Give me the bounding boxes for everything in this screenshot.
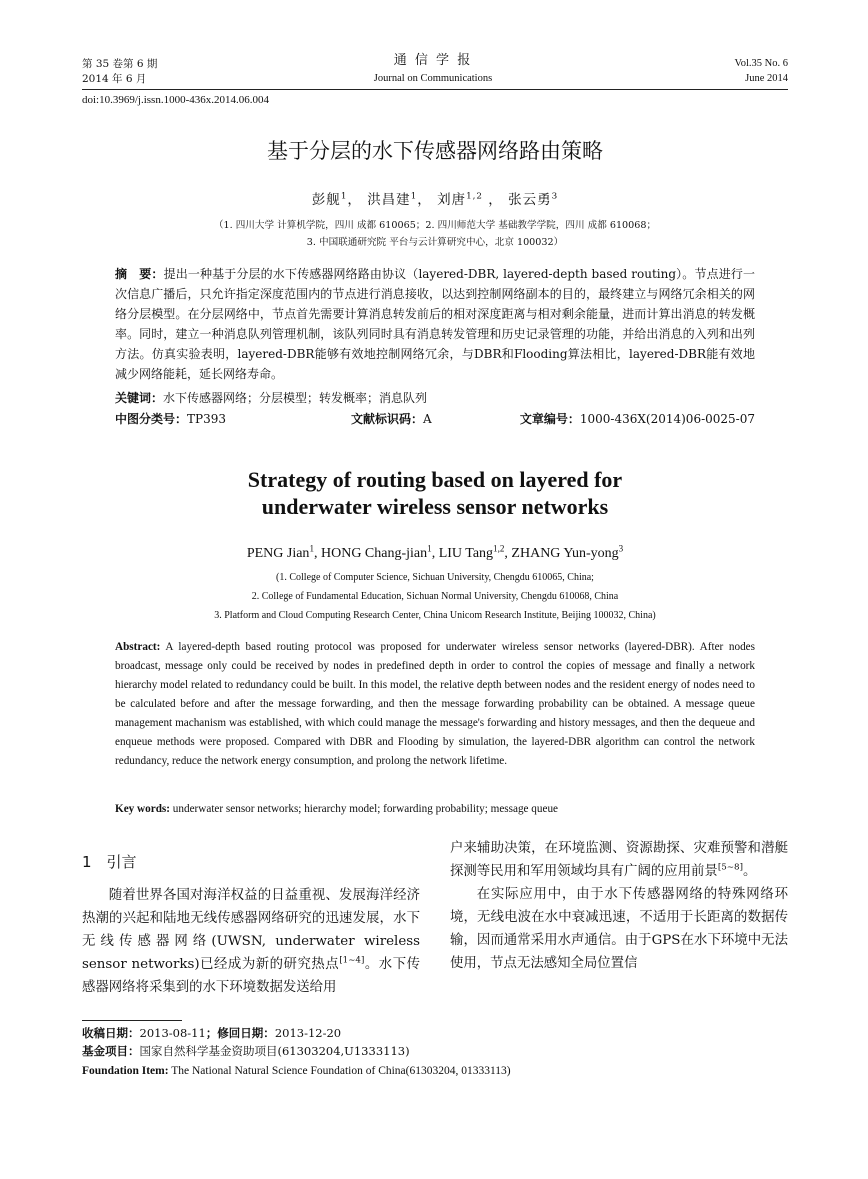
- authors-cn: 彭舰$^1$， 洪昌建$^1$， 刘唐$^{1,2}$ ， 张云勇$^3$: [311, 191, 559, 208]
- abstract-en: [115, 638, 755, 771]
- header-journal-cn: 通 信 学 报: [393, 53, 473, 68]
- affiliation-en: [82, 568, 788, 625]
- abstract-cn: [115, 264, 755, 384]
- affiliation-en-line3: 3. Platform and Cloud Computing Research Center, China Unicom Research Institute, Beijing 100032, China): [214, 610, 656, 621]
- document-code: 文献标识码：A: [351, 412, 432, 426]
- author-en-1-affil: 1: [309, 543, 314, 554]
- abstract-cn-text: 提出一种基于分层的水下传感器网络路由协议（layered-DBR, layered-depth based routing）。节点进行一次信息广播后，只允许指定深度范围内的节点进行消息接收，以达到控制网络副本的目的，最终建立与网络冗余相关的网络分层模型。在分层网络中，节点首先需要计算消息转发前后的相对深度距离与相对剩余能量，进而计算出消息的转发概率。同时，建立一种消息队列管理机制，该队列同时具有消息转发管理和历史记录管理的功能，并给出消息的入列和出列方法。仿真实验表明，layered-DBR能够有效地控制网络冗余，与DBR和Flooding算法相比，layered-DBR能有效地减少网络能耗，延长网络寿命。: [115, 267, 755, 381]
- section-heading-intro: 1 引言: [82, 853, 137, 871]
- page-title-en: [82, 466, 788, 520]
- author-cn-1-affil: 1: [340, 191, 348, 202]
- authors-en: PENG Jian$^1$, HONG Chang-jian$^1$, LIU Tang$^{1,2}$, ZHANG Yun-yong$^3$: [246, 543, 624, 561]
- abstract-en-text: A layered-depth based routing protocol was proposed for underwater wireless sensor networks (layered-DBR). After nodes broadcast, message only could be received by nodes in predefined depth in order to control the copies of message and finally a network hierarchy model related to redundancy could be built. In this model, the relative depth between nodes and the resident energy of nodes need to be calculated before and after the message forwarding, and then the message forwarding probability can be obtained. A message queue management machanism was established, with which could manage the message's forwarding and history messages, and then the dequeue and enqueue methods were proposed. Compared with DBR and Flooding by simulation, the layered-DBR algorithm can control the network redundancy, reduce the network energy consumption, and prolong the network lifetime.: [115, 641, 755, 767]
- author-cn-2-affil: 1: [410, 191, 418, 202]
- author-cn-3: 刘唐: [437, 192, 467, 208]
- author-en-3-affil: 1,2: [493, 543, 505, 554]
- keywords-en: [115, 800, 755, 819]
- affiliation-cn-line2: 3. 中国联通研究院 平台与云计算研究中心，北京 100032）: [306, 237, 564, 248]
- author-cn-4: 张云勇: [508, 192, 552, 208]
- keywords-en-label: Key words:: [115, 803, 170, 815]
- footnote-fund-cn: 基金项目：国家自然科学基金资助项目(61303204,U1333113): [82, 1044, 410, 1058]
- author-cn-2: 洪昌建: [367, 192, 411, 208]
- footnote-rule: [82, 1020, 182, 1021]
- author-en-2: HONG Chang-jian: [320, 546, 428, 561]
- author-en-2-affil: 1: [427, 543, 432, 554]
- header-volume-en: Vol.35 No. 6: [734, 58, 788, 69]
- clc-code: 中图分类号：TP393: [115, 412, 226, 426]
- keywords-cn-text: 水下传感器网络；分层模型；转发概率；消息队列: [163, 391, 428, 405]
- footnote-fund-en: Foundation Item: The National Natural Science Foundation of China(61303204, 01333113): [82, 1065, 511, 1077]
- keywords-cn-label: 关键词：: [115, 391, 164, 405]
- page-title-en-line2: underwater wireless sensor networks: [261, 494, 609, 519]
- author-cn-3-affil: 1,2: [466, 191, 484, 202]
- abstract-cn-label: 摘 要：: [115, 267, 164, 281]
- body-paragraph-2: 在实际应用中，由于水下传感器网络的特殊网络环境，无线电波在水中衰减迅速，不适用于长距离的数据传输，因而通常采用水声通信。由于GPS在水下环境中无法使用，节点无法感知全局位置信: [450, 887, 788, 971]
- header-volume-cn: 第 35 卷第 6 期: [82, 58, 158, 70]
- doi: doi:10.3969/j.issn.1000-436x.2014.06.004: [82, 94, 270, 106]
- author-en-4: ZHANG Yun-yong: [511, 546, 619, 561]
- affiliation-cn: [82, 217, 788, 251]
- affiliation-en-line2: 2. College of Fundamental Education, Sichuan Normal University, Chengdu 610068, China: [251, 591, 619, 602]
- page-title-cn: 基于分层的水下传感器网络路由策略: [267, 139, 603, 163]
- article-number: 文章编号：1000-436X(2014)06-0025-07: [519, 412, 755, 426]
- keywords-cn: [115, 388, 755, 408]
- citation-5-8: [5~8]: [717, 862, 743, 873]
- author-en-3: LIU Tang: [438, 546, 494, 561]
- header-date-en: June 2014: [745, 73, 788, 84]
- author-en-1: PENG Jian: [246, 546, 310, 561]
- abstract-en-label: Abstract:: [115, 641, 161, 653]
- body-right-column: [450, 837, 788, 975]
- footnote: [82, 1024, 788, 1080]
- body-paragraph-1-cont: 户来辅助决策，在环境监测、资源勘探、灾难预警和潜艇探测等民用和军用领域均具有广阔的应用前景[5~8]。: [450, 841, 788, 879]
- header-rule: [82, 89, 788, 90]
- page-title-en-line1: Strategy of routing based on layered for: [247, 467, 623, 492]
- body-paragraph-1: 随着世界各国对海洋权益的日益重视、发展海洋经济热潮的兴起和陆地无线传感器网络研究的迅速发展，水下无线传感器网络(UWSN, underwater wireless sensor networks)已经成为新的研究热点[1~4]。水下传感器网络将采集到的水下环境数据发送给用: [82, 888, 421, 995]
- header-journal-en: Journal on Communications: [373, 73, 493, 84]
- affiliation-en-line1: (1. College of Computer Science, Sichuan University, Chengdu 610065, China;: [276, 572, 594, 583]
- body-left-column: [82, 884, 420, 999]
- author-cn-4-affil: 3: [551, 191, 559, 202]
- author-en-4-affil: 3: [618, 543, 624, 554]
- author-cn-1: 彭舰: [311, 192, 341, 208]
- keywords-en-text: underwater sensor networks; hierarchy model; forwarding probability; message queue: [172, 803, 559, 815]
- header-date-cn: 2014 年 6 月: [82, 73, 147, 85]
- citation-1-4: [1~4]: [339, 955, 365, 966]
- footnote-dates: 收稿日期：2013-08-11；修回日期：2013-12-20: [82, 1026, 342, 1040]
- affiliation-cn-line1: （1. 四川大学 计算机学院，四川 成都 610065；2. 四川师范大学 基础教学学院，四川 成都 610068；: [213, 220, 657, 231]
